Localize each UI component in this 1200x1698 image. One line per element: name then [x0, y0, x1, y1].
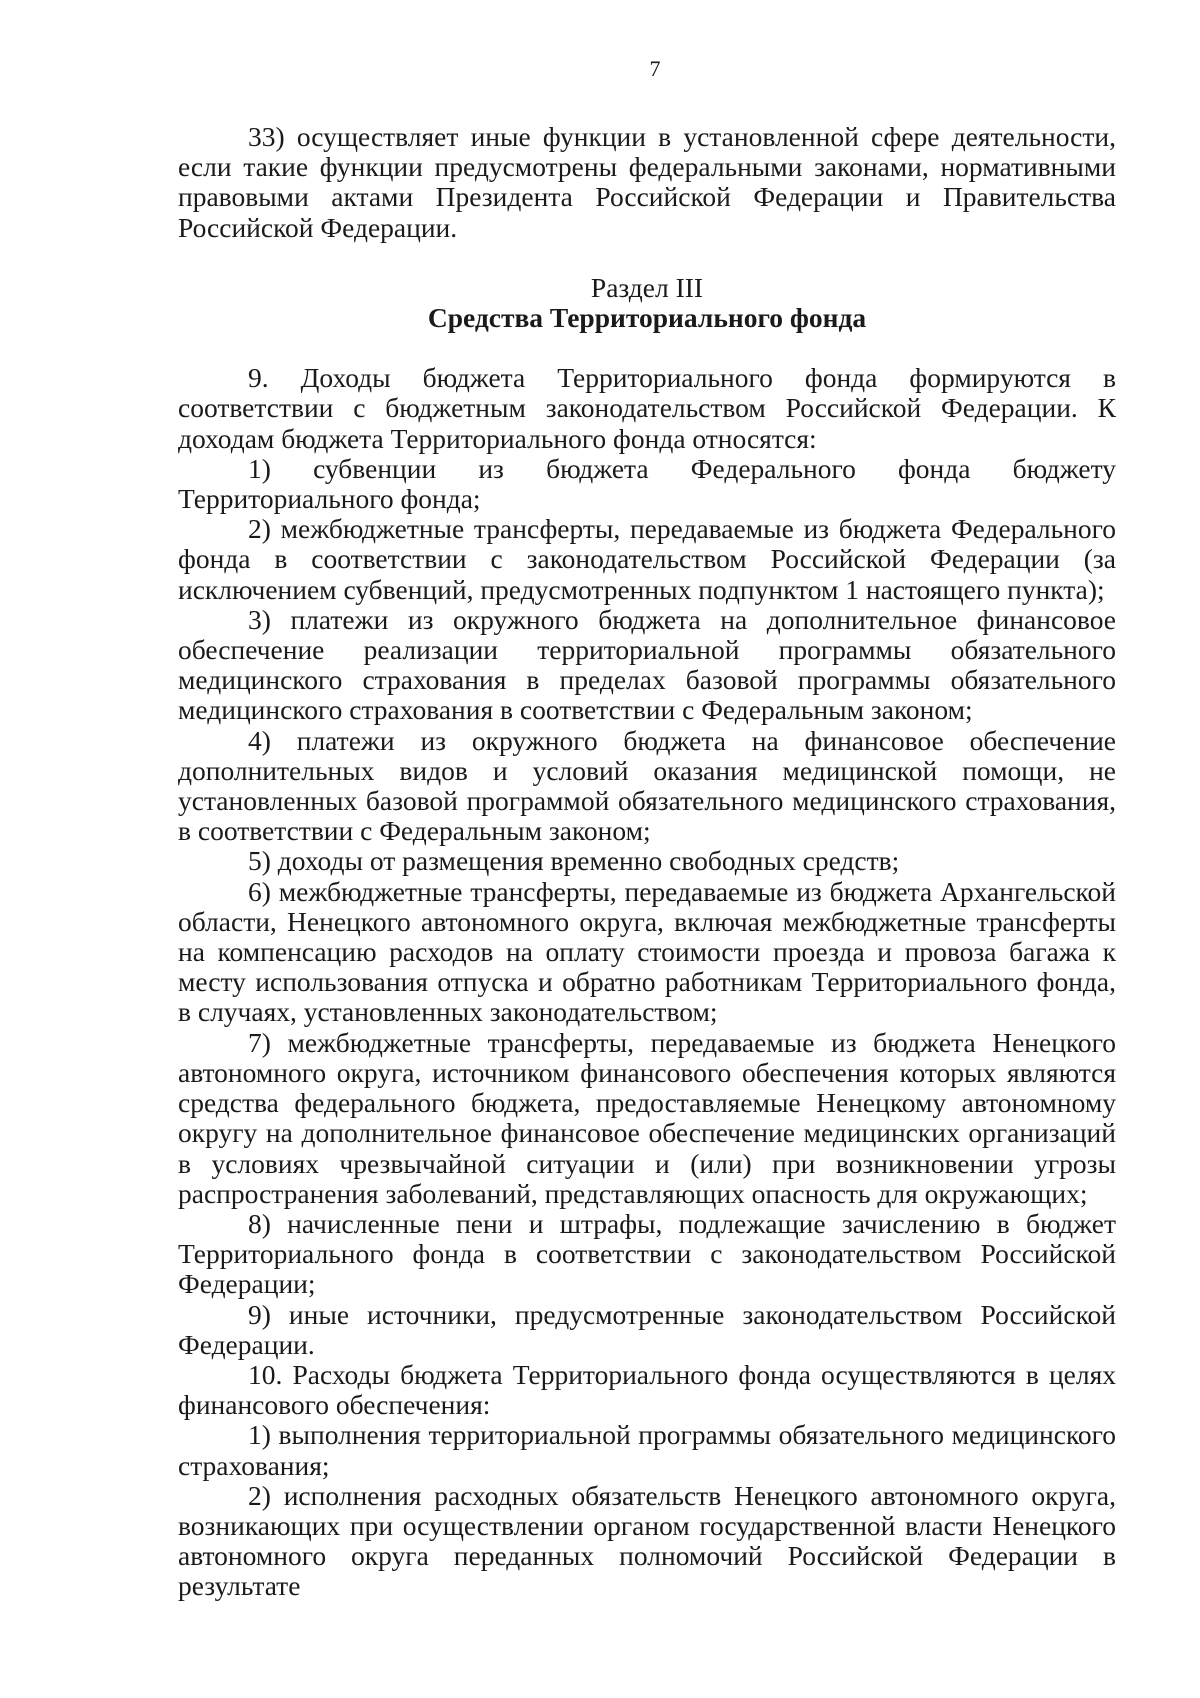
- section-label: Раздел III: [590, 271, 704, 303]
- paragraph-subitem-4: 4) платежи из окружного бюджета на финансовое обеспечение дополнительных видов и условий оказания медицинской помощи, не установленных базовой программой обязательного медицинского страхования, в соответствии с Федеральным законом;: [178, 724, 1116, 847]
- page-number: 7: [649, 56, 661, 81]
- paragraph-subitem-3: 3) платежи из окружного бюджета на дополнительное финансовое обеспечение реализации территориальной программы обязательного медицинского страхования в пределах базовой программы обязательного медицинского страхования в соответствии с Федеральным законом;: [178, 603, 1116, 726]
- intro-paragraph: 33) осуществляет иные функции в установленной сфере деятельности, если такие функции предусмотрены федеральными законами, нормативными правовыми актами Президента Российской Федерации и Правительства Российской Федерации.: [178, 121, 1116, 243]
- paragraph-item-9: 9. Доходы бюджета Территориального фонда формируются в соответствии с бюджетным законодательством Российской Федерации. К доходам бюджета Территориального фонда относятся:: [178, 362, 1116, 454]
- paragraph-subitem-7: 7) межбюджетные трансферты, передаваемые из бюджета Ненецкого автономного округа, источником финансового обеспечения которых являются средства федерального бюджета, предоставляемые Ненецкому автономному округу на дополнительное финансовое обеспечение медицинских организаций в условиях чрезвычайной ситуации и (или) при возникновении угрозы распространения заболеваний, представляющих опасность для окружающих;: [178, 1026, 1116, 1209]
- paragraph-subitem-10-2: 2) исполнения расходных обязательств Ненецкого автономного округа, возникающих при осуществлении органом государственной власти Ненецкого автономного округа переданных полномочий Российской Федерации в результате: [178, 1479, 1116, 1602]
- paragraph-subitem-10-1: 1) выполнения территориальной программы обязательного медицинского страхования;: [178, 1419, 1116, 1481]
- section-heading: [178, 273, 1116, 333]
- document-page: [178, 56, 1116, 1602]
- paragraph-item-10: 10. Расходы бюджета Территориального фонда осуществляются в целях финансового обеспечения:: [178, 1358, 1116, 1421]
- paragraph-subitem-9: 9) иные источники, предусмотренные законодательством Российской Федерации.: [178, 1298, 1116, 1360]
- paragraph-subitem-5: 5) доходы от размещения временно свободных средств;: [248, 845, 900, 877]
- paragraph-subitem-1: 1) субвенции из бюджета Федерального фонда бюджету Территориального фонда;: [178, 452, 1116, 515]
- paragraph-subitem-8: 8) начисленные пени и штрафы, подлежащие зачислению в бюджет Территориального фонда в соответствии с законодательством Российской Федерации;: [178, 1207, 1116, 1300]
- paragraph-subitem-6: 6) межбюджетные трансферты, передаваемые из бюджета Архангельской области, Ненецкого автономного округа, включая межбюджетные трансферты на компенсацию расходов на оплату стоимости проезда и провоза багажа к месту использования отпуска и обратно работникам Территориального фонда, в случаях, установленных законодательством;: [178, 875, 1116, 1028]
- paragraph-subitem-2: 2) межбюджетные трансферты, передаваемые из бюджета Федерального фонда в соответствии с законодательством Российской Федерации (за исключением субвенций, предусмотренных подпунктом 1 настоящего пункта);: [178, 513, 1116, 605]
- section-title: Средства Территориального фонда: [427, 302, 867, 334]
